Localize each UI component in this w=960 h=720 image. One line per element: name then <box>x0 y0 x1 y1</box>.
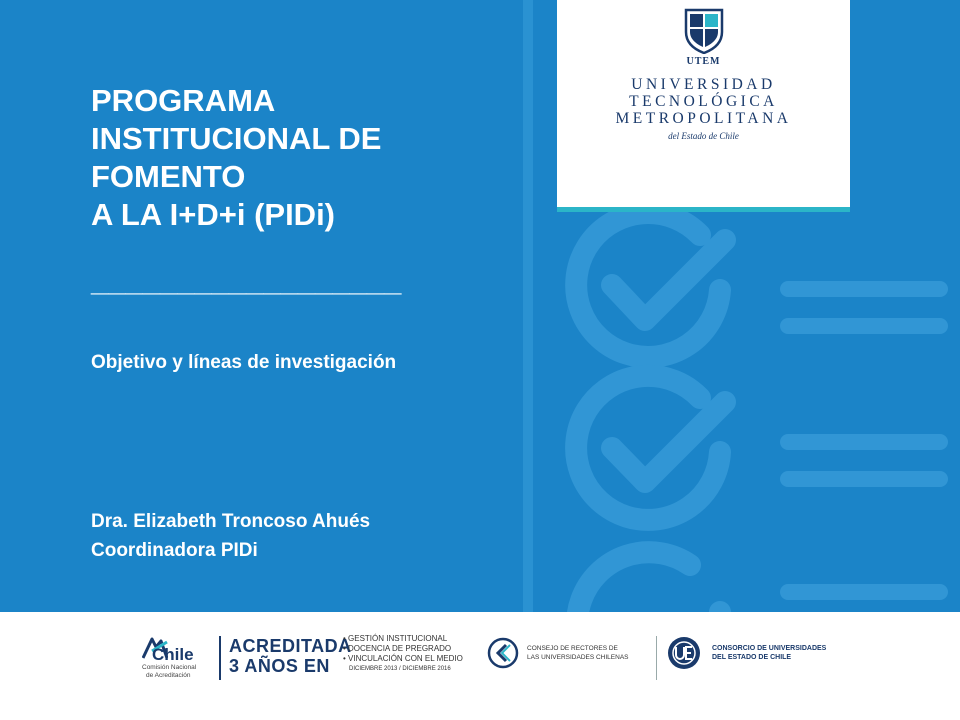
divider <box>219 636 221 680</box>
accredited-period: DICIEMBRE 2013 / DICIEMBRE 2016 <box>349 666 451 672</box>
cruch-name: LAS UNIVERSIDADES CHILENAS <box>527 654 629 661</box>
accredited-area: • GESTIÓN INSTITUCIONAL <box>343 634 448 643</box>
logo-tagline: del Estado de Chile <box>668 131 739 141</box>
accredited-years: 3 AÑOS EN <box>229 656 330 676</box>
cna-brand: Chile <box>152 645 194 664</box>
author-name: Dra. Elizabeth Troncoso Ahués <box>91 511 371 532</box>
cna-subtitle: Comisión Nacional <box>142 664 197 671</box>
cruch-name: CONSEJO DE RECTORES DE <box>527 645 618 652</box>
author-block <box>91 507 370 565</box>
check-circle-icon <box>576 376 720 520</box>
title-underline: __________________ <box>91 263 402 298</box>
title-line: FOMENTO <box>91 159 246 194</box>
title-line: INSTITUCIONAL DE <box>91 121 382 156</box>
cue-name: DEL ESTADO DE CHILE <box>712 654 792 661</box>
accredited-area: • DOCENCIA DE PREGRADO <box>343 644 452 653</box>
accredited-area: • VINCULACIÓN CON EL MEDIO <box>343 654 463 663</box>
slide-title <box>91 82 511 234</box>
accredited-label: ACREDITADA <box>229 636 352 656</box>
logo-line: TECNOLÓGICA <box>629 93 778 110</box>
author-role: Coordinadora PIDi <box>91 540 258 561</box>
utem-shield-icon <box>684 8 724 54</box>
title-line: PROGRAMA <box>91 83 276 118</box>
logo-abbr: UTEM <box>686 56 721 67</box>
cruch-logo-icon <box>487 637 519 669</box>
check-circle-icon <box>577 552 721 612</box>
cue-name: CONSORCIO DE UNIVERSIDADES <box>712 645 827 652</box>
logo-line: METROPOLITANA <box>615 110 792 127</box>
check-circle-icon <box>576 213 720 357</box>
cna-subtitle: de Acreditación <box>146 672 191 679</box>
divider <box>656 636 657 680</box>
title-line: A LA I+D+i (PIDi) <box>91 197 336 232</box>
accreditation-footer <box>0 612 960 696</box>
slide-subtitle: Objetivo y líneas de investigación <box>91 352 397 373</box>
utem-logo-card <box>557 0 850 212</box>
logo-line: UNIVERSIDAD <box>631 76 776 93</box>
cue-logo-icon <box>666 635 702 671</box>
